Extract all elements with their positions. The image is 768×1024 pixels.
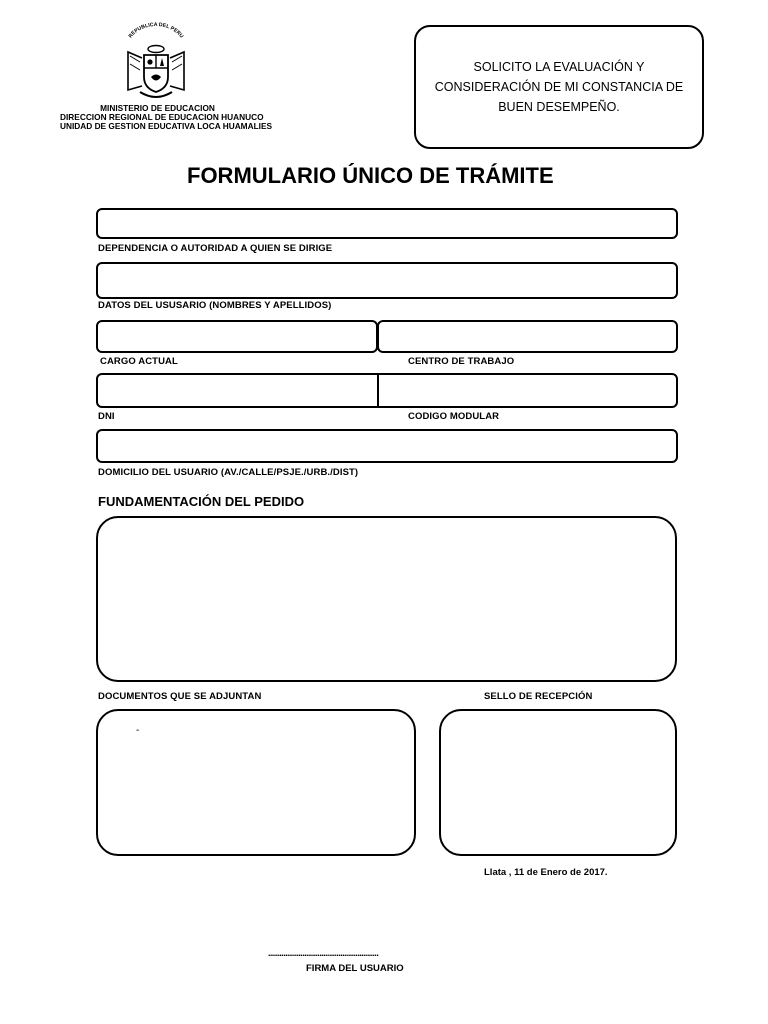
sello-label: SELLO DE RECEPCIÓN — [484, 691, 593, 702]
centro-trabajo-label: CENTRO DE TRABAJO — [408, 356, 515, 367]
peru-seal-icon — [118, 22, 194, 102]
place-date: Llata , 11 de Enero de 2017. — [484, 867, 608, 878]
cargo-actual-label: CARGO ACTUAL — [100, 356, 178, 367]
documentos-label: DOCUMENTOS QUE SE ADJUNTAN — [98, 691, 262, 702]
centro-trabajo-field[interactable] — [377, 320, 678, 353]
request-line-3: BUEN DESEMPEÑO. — [498, 100, 620, 114]
regional-direction: DIRECCION REGIONAL DE EDUCACION HUANUCO — [60, 112, 264, 122]
dni-field[interactable] — [96, 373, 678, 408]
domicilio-label: DOMICILIO DEL USUARIO (AV./CALLE/PSJE./URB./DIST) — [98, 467, 359, 478]
request-line-2: CONSIDERACIÓN DE MI CONSTANCIA DE — [434, 80, 684, 94]
dependencia-field[interactable] — [96, 208, 678, 239]
ministry-name: MINISTERIO DE EDUCACION — [100, 103, 215, 113]
documentos-value: - — [136, 725, 140, 736]
dni-label: DNI — [98, 411, 115, 422]
request-box — [414, 25, 704, 149]
dependencia-label: DEPENDENCIA O AUTORIDAD A QUIEN SE DIRIGE — [98, 243, 333, 254]
signature-label: FIRMA DEL USUARIO — [306, 963, 404, 974]
dni-codigo-divider — [377, 375, 379, 406]
documentos-field[interactable] — [96, 709, 416, 856]
request-line-1: SOLICITO LA EVALUACIÓN Y — [473, 60, 645, 74]
cargo-actual-field[interactable] — [96, 320, 378, 353]
coat-of-arms-logo — [118, 22, 194, 102]
svg-text:REPUBLICA DEL PERU: REPUBLICA DEL PERU — [127, 22, 185, 40]
datos-usuario-label: DATOS DEL USUSARIO (NOMBRES Y APELLIDOS) — [98, 300, 332, 311]
form-title: FORMULARIO ÚNICO DE TRÁMITE — [187, 163, 554, 188]
datos-usuario-field[interactable] — [96, 262, 678, 299]
education-unit: UNIDAD DE GESTION EDUCATIVA LOCA HUAMALIES — [60, 121, 273, 131]
signature-line: .......................................................... — [268, 948, 379, 958]
codigo-modular-label: CODIGO MODULAR — [408, 411, 500, 422]
sello-recepcion-box — [439, 709, 677, 856]
fundamentacion-field[interactable] — [96, 516, 677, 682]
request-text — [416, 57, 702, 117]
domicilio-field[interactable] — [96, 429, 678, 463]
fundamentacion-heading: FUNDAMENTACIÓN DEL PEDIDO — [98, 494, 305, 509]
